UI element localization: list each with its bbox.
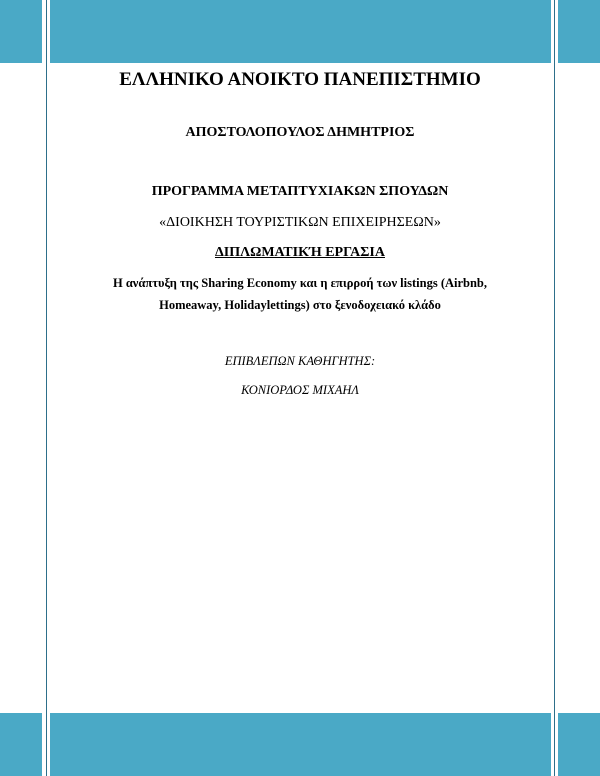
border-bottom-left (0, 713, 42, 776)
university-name: ΕΛΛΗΝΙΚΟ ΑΝΟΙΚΤΟ ΠΑΝΕΠΙΣΤΗΜΙΟ (119, 69, 481, 90)
thesis-topic-line-2: Homeaway, Holidaylettings) στο ξενοδοχειακό κλάδο (159, 298, 441, 312)
supervisor-label: ΕΠΙΒΛΕΠΩΝ ΚΑΘΗΓΗΤΗΣ: (224, 354, 376, 368)
border-left-rule (46, 0, 47, 776)
author-name: ΑΠΟΣΤΟΛΟΠΟΥΛΟΣ ΔΗΜΗΤΡΙΟΣ (185, 125, 415, 140)
program-name: «ΔΙΟΙΚΗΣΗ ΤΟΥΡΙΣΤΙΚΩΝ ΕΠΙΧΕΙΡΗΣΕΩΝ» (159, 215, 441, 230)
title-page (50, 0, 550, 776)
document-type: ΔΙΠΛΩΜΑΤΙΚΉ ΕΡΓΑΣΙΑ (214, 245, 385, 260)
program-title: ΠΡΟΓΡΑΜΜΑ ΜΕΤΑΠΤΥΧΙΑΚΩΝ ΣΠΟΥΔΩΝ (151, 184, 449, 199)
thesis-topic-line-1: Η ανάπτυξη της Sharing Economy και η επιρροή των listings (Airbnb, (112, 276, 488, 290)
supervisor-name: ΚΟΝΙΟΡΔΟΣ ΜΙΧΑΗΛ (241, 383, 359, 397)
border-right-rule (554, 0, 555, 776)
border-bottom-right (558, 713, 600, 776)
border-top-left (0, 0, 42, 63)
border-top-right (558, 0, 600, 63)
